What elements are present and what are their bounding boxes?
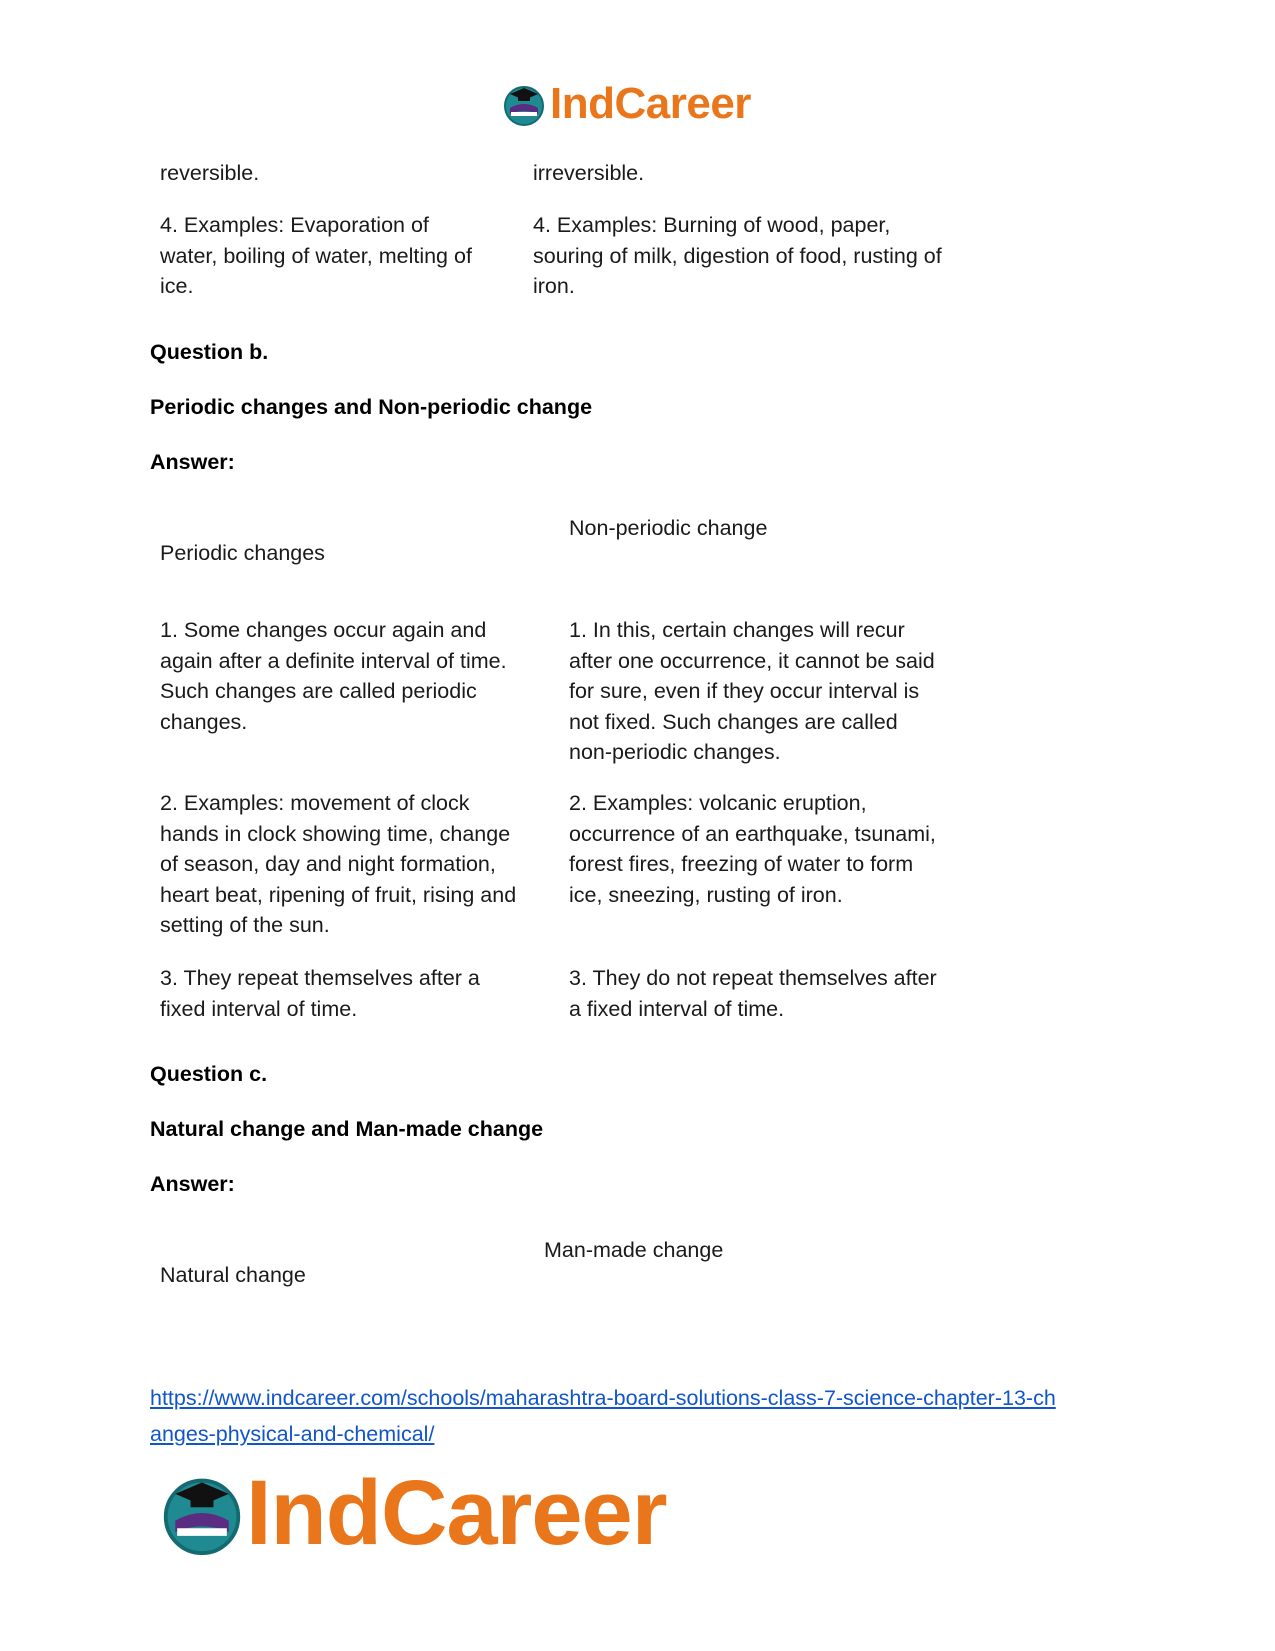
globe-graduation-icon xyxy=(502,82,546,126)
question-label: Question b. xyxy=(150,340,269,364)
answer-label: Answer: xyxy=(150,450,235,474)
question-label: Question c. xyxy=(150,1062,268,1086)
brand-name: IndCareer xyxy=(550,79,751,128)
table-header: Natural change xyxy=(160,1263,306,1287)
table-cell: reversible. xyxy=(160,161,260,185)
question-title: Natural change and Man-made change xyxy=(150,1117,544,1141)
table-cell: 3. They repeat themselves after a fixed interval of time. xyxy=(160,966,480,1021)
table-header: Non-periodic change xyxy=(569,516,768,540)
table-cell: 2. Examples: movement of clock hands in clock showing time, change of season, day and night formation, heart beat, ripening of fruit, rising and setting of the sun. xyxy=(160,791,517,937)
footer-logo xyxy=(160,1462,667,1564)
answer-label: Answer: xyxy=(150,1172,235,1196)
table-header: Man-made change xyxy=(544,1238,724,1262)
header-logo xyxy=(502,80,751,128)
source-link[interactable]: https://www.indcareer.com/schools/maharashtra-board-solutions-class-7-science-chapter-13-ch anges-physical-and-chemical/ xyxy=(150,1386,1056,1446)
table-cell: 1. In this, certain changes will recur after one occurrence, it cannot be said for sure, even if they occur interval is not fixed. Such changes are called non-periodic changes. xyxy=(569,618,935,764)
table-header: Periodic changes xyxy=(160,541,325,565)
table-cell: 3. They do not repeat themselves after a fixed interval of time. xyxy=(569,966,937,1021)
table-cell: 4. Examples: Evaporation of water, boiling of water, melting of ice. xyxy=(160,213,472,298)
question-title: Periodic changes and Non-periodic change xyxy=(150,395,593,419)
brand-name: IndCareer xyxy=(246,1462,667,1564)
table-cell: 4. Examples: Burning of wood, paper, souring of milk, digestion of food, rusting of iron. xyxy=(533,213,942,298)
table-cell: 1. Some changes occur again and again after a definite interval of time. Such changes are called periodic changes. xyxy=(160,618,507,734)
globe-graduation-icon xyxy=(160,1471,244,1555)
table-cell: irreversible. xyxy=(533,161,645,185)
table-cell: 2. Examples: volcanic eruption, occurrence of an earthquake, tsunami, forest fires, freezing of water to form ice, sneezing, rusting of iron. xyxy=(569,791,936,907)
